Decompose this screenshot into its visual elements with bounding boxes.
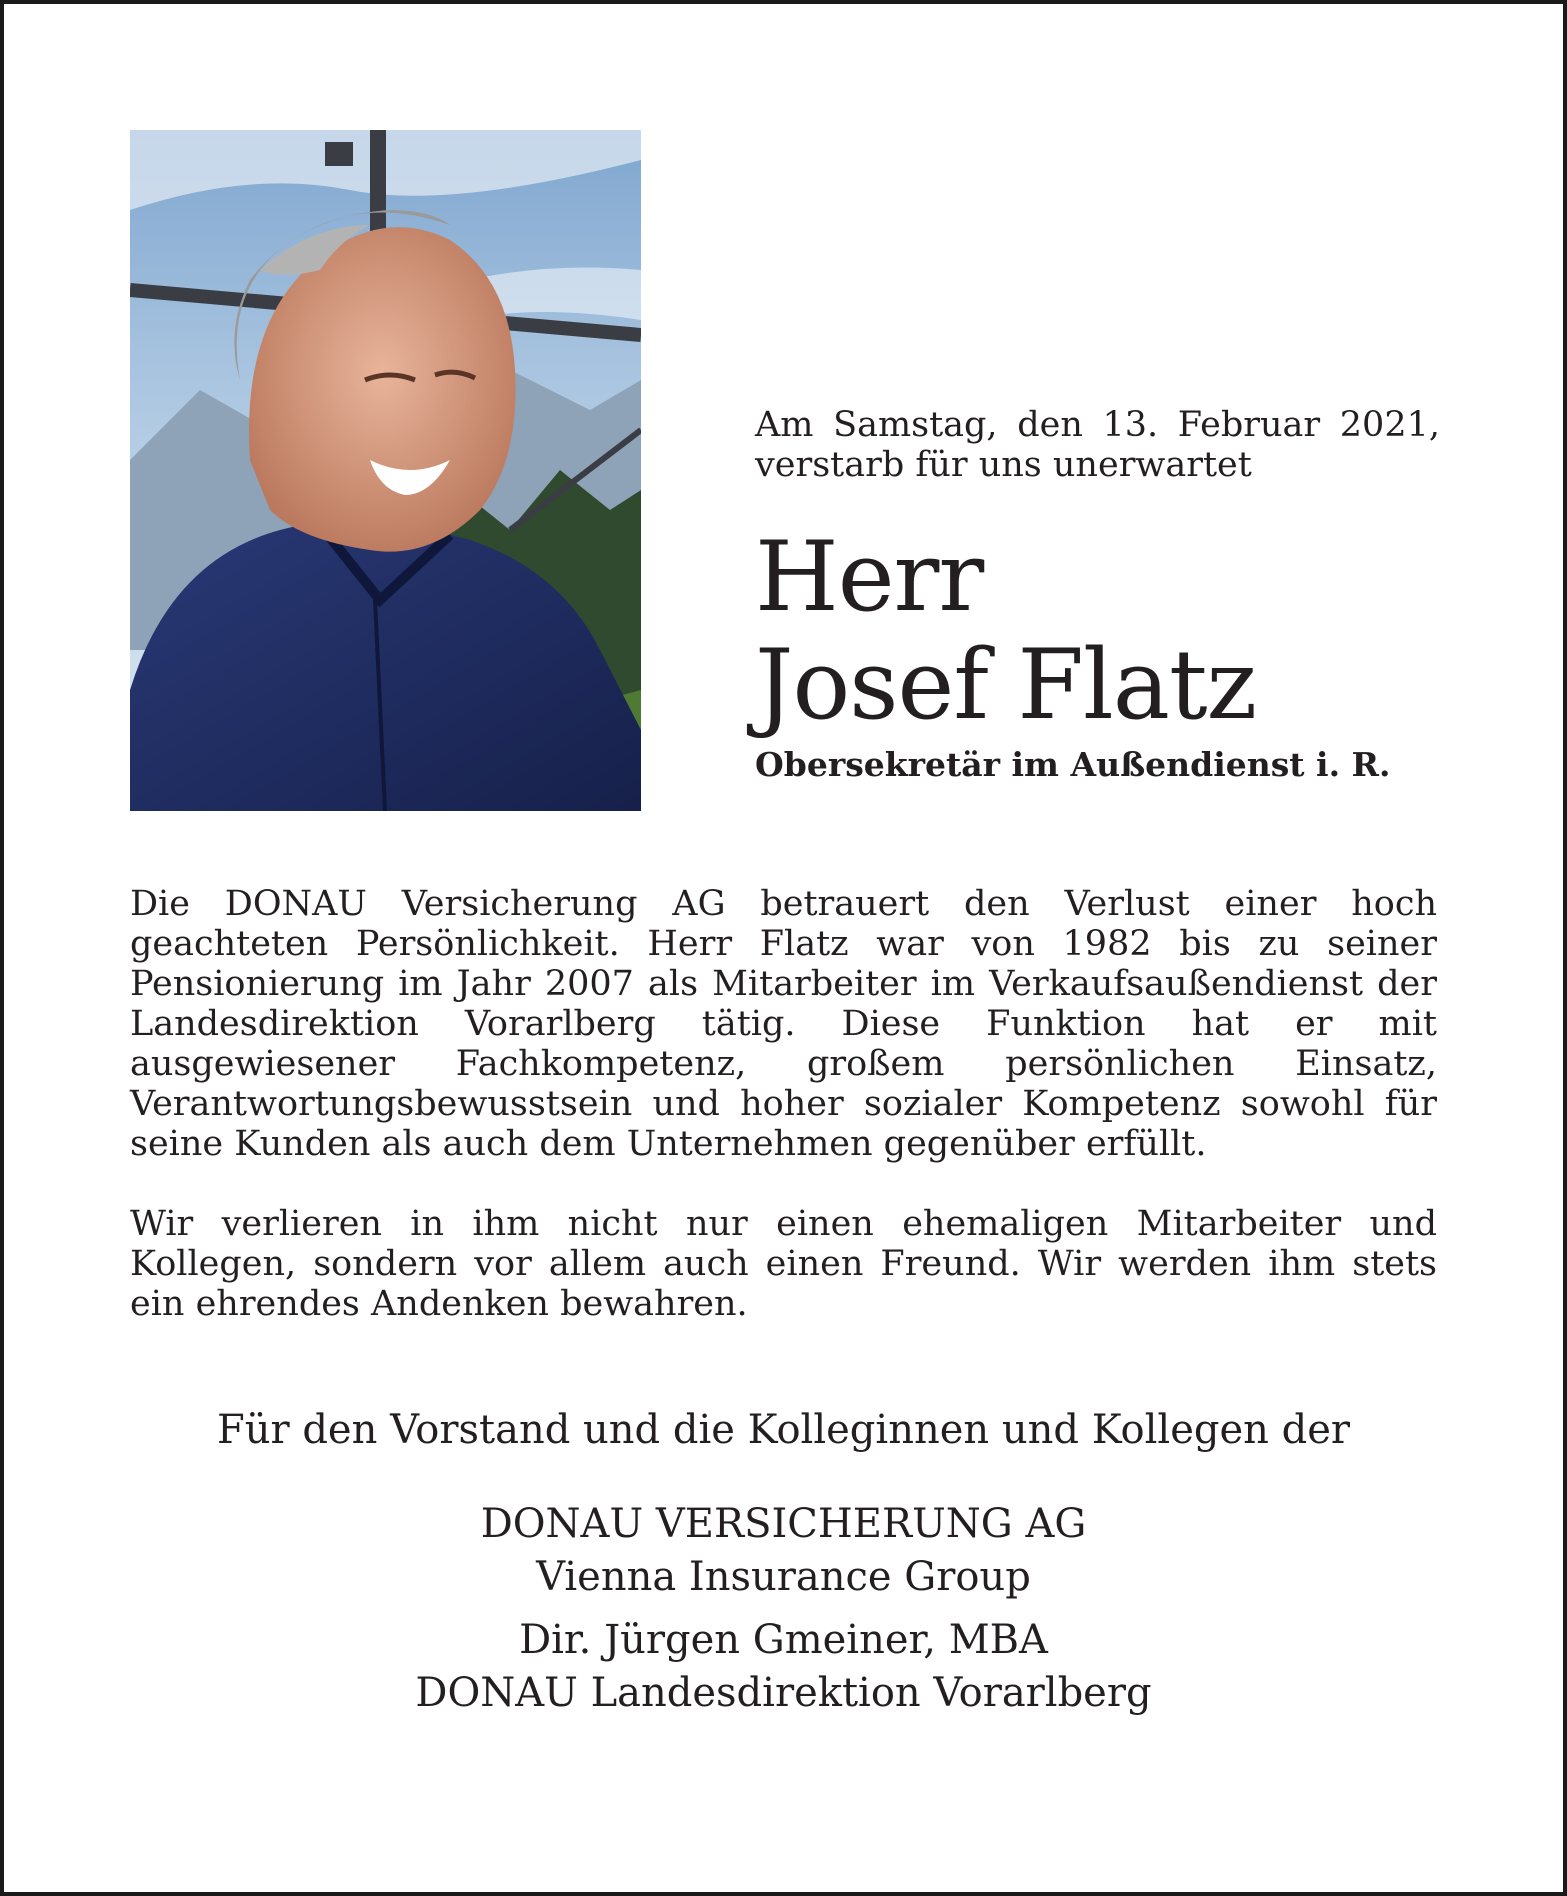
body-paragraph: Die DONAU Versicherung AG betrauert den Verlust einer hoch geachteten Persönlichkeit. Herr Flatz war von 1982 bis zu seiner Pensionierung im Jahr 2007 als Mitarbeiter im Verkaufsaußendienst der Landesdirektion Vorarlberg tätig. Diese Funktion hat er mit ausgewiesener Fachkompetenz, großem persönlichen Einsatz, Verantwortungsbewusstsein und hoher sozialer Kompetenz sowohl für seine Kunden als auch dem Unternehmen gegenüber erfüllt.	[130, 884, 1437, 1164]
signatory-department: DONAU Landesdirektion Vorarlberg	[415, 1670, 1152, 1716]
header-block	[755, 405, 1440, 785]
job-title: Obersekretär im Außendienst i. R.	[755, 745, 1391, 784]
obituary-body	[130, 884, 1437, 1324]
deceased-name: Josef Flatz	[755, 629, 1257, 741]
salutation: Herr	[755, 521, 984, 633]
body-paragraph: Wir verlieren in ihm nicht nur einen ehemaligen Mitarbeiter und Kollegen, sondern vor allem auch einen Freund. Wir werden ihm stets ein ehrendes Andenken bewahren.	[130, 1204, 1437, 1324]
company-group: Vienna Insurance Group	[536, 1554, 1031, 1600]
signatory-name: Dir. Jürgen Gmeiner, MBA	[519, 1617, 1048, 1663]
portrait-photo	[130, 130, 641, 811]
death-date-line: Am Samstag, den 13. Februar 2021,	[755, 405, 1440, 445]
signature-block	[130, 1406, 1437, 1720]
signature-lead: Für den Vorstand und die Kolleginnen und Kollegen der	[216, 1407, 1351, 1453]
intro-subline: verstarb für uns unerwartet	[755, 445, 1252, 485]
company-name: DONAU VERSICHERUNG AG	[480, 1501, 1087, 1547]
